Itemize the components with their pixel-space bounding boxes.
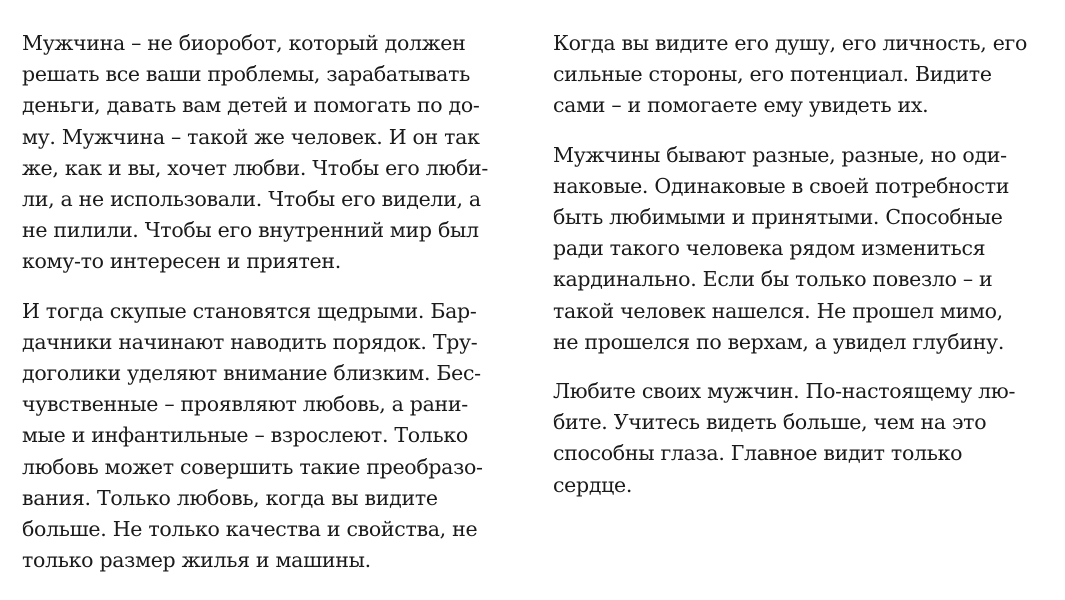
text-line: ли, а не использовали. Чтобы его видели, а <box>22 187 481 212</box>
text-line: Мужчины бывают разные, разные, но оди- <box>553 142 1007 167</box>
text-line: чувственные – проявляют любовь, а рани- <box>22 392 468 417</box>
text-line: не пилили. Чтобы его внутренний мир был <box>22 218 479 243</box>
paragraph-4 <box>553 140 1053 358</box>
text-line: способны глаза. Главное видит только <box>553 441 963 466</box>
text-line: быть любимыми и принятыми. Способные <box>553 205 1003 230</box>
text-line: Когда вы видите его душу, его личность, его <box>553 31 1028 55</box>
right-column <box>553 28 1053 519</box>
text-line: И тогда скупые становятся щедрыми. Бар- <box>22 298 477 323</box>
left-column <box>22 28 522 594</box>
text-line: дачники начинают наводить порядок. Тру- <box>22 329 478 354</box>
text-line: ради такого человека рядом измениться <box>553 236 986 261</box>
text-line: му. Мужчина – такой же человек. И он так <box>22 124 480 149</box>
text-line: решать все ваши проблемы, зарабатывать <box>22 62 470 87</box>
text-line: кому-то интересен и приятен. <box>22 249 341 274</box>
text-line: сердце. <box>553 472 633 497</box>
text-line: доголики уделяют внимание близким. Бес- <box>22 361 481 386</box>
text-line: Мужчина – не биоробот, который должен <box>22 31 466 55</box>
text-line: вания. Только любовь, когда вы видите <box>22 485 438 510</box>
text-line: только размер жилья и машины. <box>22 548 371 573</box>
text-line: деньги, давать вам детей и помогать по до- <box>22 93 480 118</box>
text-line: больше. Не только качества и свойства, не <box>22 517 478 542</box>
paragraph-2 <box>22 296 522 577</box>
text-line: сильные стороны, его потенциал. Видите <box>553 62 992 87</box>
text-line: же, как и вы, хочет любви. Чтобы его люби- <box>22 155 488 180</box>
text-line: кардинально. Если бы только повезло – и <box>553 267 993 292</box>
text-line: наковые. Одинаковые в своей потребности <box>553 173 1010 198</box>
text-line: любовь может совершить такие преобразо- <box>22 454 483 479</box>
paragraph-5 <box>553 376 1053 501</box>
text-line: мые и инфантильные – взрослеют. Только <box>22 423 468 448</box>
text-line: не прошелся по верхам, а увидел глубину. <box>553 329 1005 354</box>
text-line: бите. Учитесь видеть больше, чем на это <box>553 410 987 435</box>
text-line: Любите своих мужчин. По-настоящему лю- <box>553 379 1016 404</box>
paragraph-1 <box>22 28 522 278</box>
text-line: такой человек нашелся. Не прошел мимо, <box>553 298 1003 323</box>
text-line: сами – и помогаете ему увидеть их. <box>553 93 929 118</box>
paragraph-3 <box>553 28 1053 122</box>
